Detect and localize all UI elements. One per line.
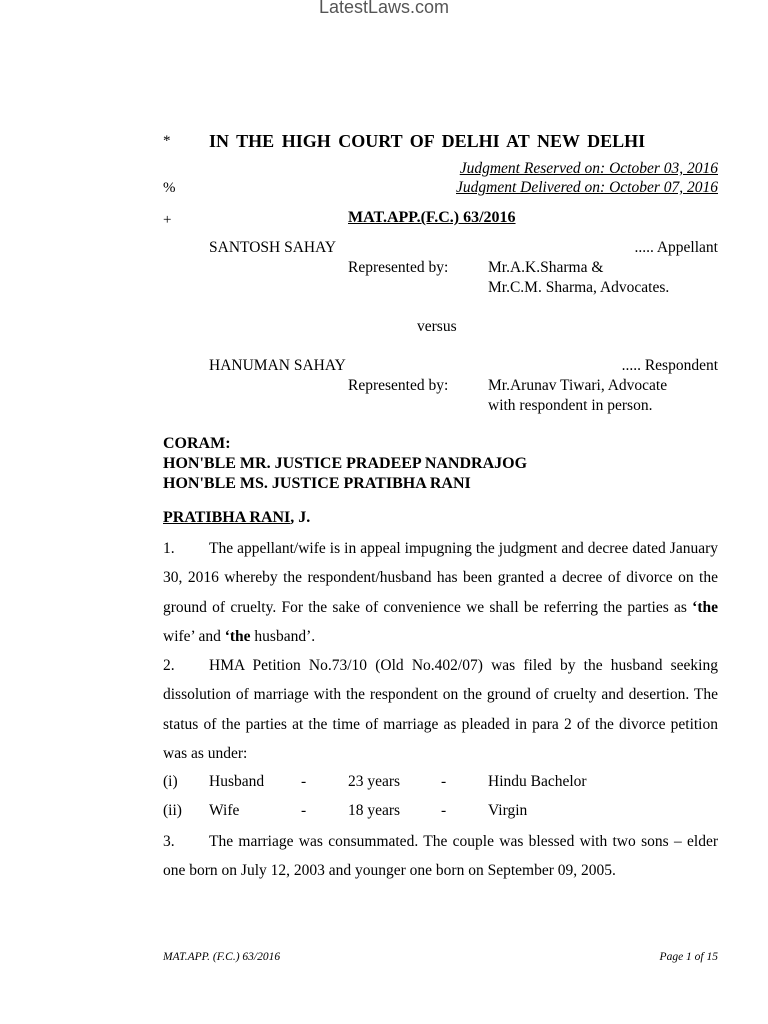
appellant-counsel-line2: Mr.C.M. Sharma, Advocates. (488, 279, 670, 296)
dash: - (441, 802, 447, 819)
quote-open: ‘ (224, 627, 230, 645)
dash: - (441, 773, 447, 790)
paragraph-text: and (194, 627, 225, 645)
author-suffix: , J. (290, 509, 311, 526)
quote-rest: husband’ (250, 627, 312, 645)
dash: - (301, 773, 307, 790)
respondent-counsel-line1: Mr.Arunav Tiwari, Advocate (488, 377, 668, 394)
paragraph-text: . (311, 627, 316, 645)
appellant-represented-label: Represented by: (348, 259, 449, 276)
age: 23 years (348, 773, 401, 790)
appellant-name: SANTOSH SAHAY (209, 239, 337, 256)
margin-mark-percent: % (163, 180, 176, 196)
paragraph-number: 1. (163, 540, 175, 557)
marital-status: Virgin (488, 802, 528, 819)
paragraph-1 (163, 534, 718, 651)
quote-bold-word: the (229, 627, 251, 645)
age: 18 years (348, 802, 401, 819)
coram-judge-2: HON'BLE MS. JUSTICE PRATIBHA RANI (163, 475, 471, 492)
paragraph-text: HMA Petition No.73/10 (Old No.402/07) was filed by the husband seeking dissolution of marriage with the respondent on the ground of cruelty and desertion. The status of the parties at the time of marriage as pleaded in para 2 of the divorce petition was as under: (163, 657, 718, 762)
marital-status: Hindu Bachelor (488, 773, 587, 790)
appellant-role: ..... Appellant (634, 239, 718, 256)
quote-open: ‘ (692, 598, 698, 616)
footer-page-number: Page 1 of 15 (659, 951, 718, 963)
paragraph-3 (163, 827, 718, 886)
versus-label: versus (417, 318, 457, 335)
row-number: (i) (163, 773, 178, 790)
case-number: MAT.APP.(F.C.) 63/2016 (348, 209, 516, 226)
appellant-counsel-line1: Mr.A.K.Sharma & (488, 259, 604, 276)
judgment-author (163, 509, 310, 527)
coram-label: CORAM: (163, 435, 231, 452)
party: Wife (209, 802, 240, 819)
dash: - (301, 802, 307, 819)
quote-rest: wife’ (163, 627, 195, 645)
watermark: LatestLaws.com (318, 0, 450, 17)
paragraph-text: The appellant/wife is in appeal impugning the judgment and decree dated January 30, 2016 whereby the respondent/husband has been granted a decree of divorce on the ground of cruelty. For the sake of convenience we shall be referring the parties as (163, 540, 718, 616)
paragraph-text: The marriage was consummated. The couple was blessed with two sons – elder one born on July 12, 2003 and younger one born on September 09, 2005. (163, 833, 718, 880)
respondent-counsel-line2: with respondent in person. (488, 397, 653, 414)
respondent-role: ..... Respondent (621, 357, 718, 374)
margin-mark-star: * (163, 133, 171, 149)
paragraph-number: 3. (163, 833, 175, 850)
paragraph-2 (163, 651, 718, 768)
party: Husband (209, 773, 265, 790)
respondent-represented-label: Represented by: (348, 377, 449, 394)
margin-mark-plus: + (163, 212, 172, 228)
judgment-reserved-date: Judgment Reserved on: October 03, 2016 (459, 160, 718, 177)
court-title: IN THE HIGH COURT OF DELHI AT NEW DELHI (209, 131, 646, 151)
author-name: PRATIBHA RANI (163, 509, 291, 526)
row-number: (ii) (163, 802, 182, 819)
coram-judge-1: HON'BLE MR. JUSTICE PRADEEP NANDRAJOG (163, 455, 528, 472)
paragraph-number: 2. (163, 657, 175, 674)
footer-case-number: MAT.APP. (F.C.) 63/2016 (163, 951, 281, 963)
quote-bold-word: the (697, 598, 718, 616)
judgment-delivered-date: Judgment Delivered on: October 07, 2016 (456, 179, 718, 196)
respondent-name: HANUMAN SAHAY (209, 357, 346, 374)
